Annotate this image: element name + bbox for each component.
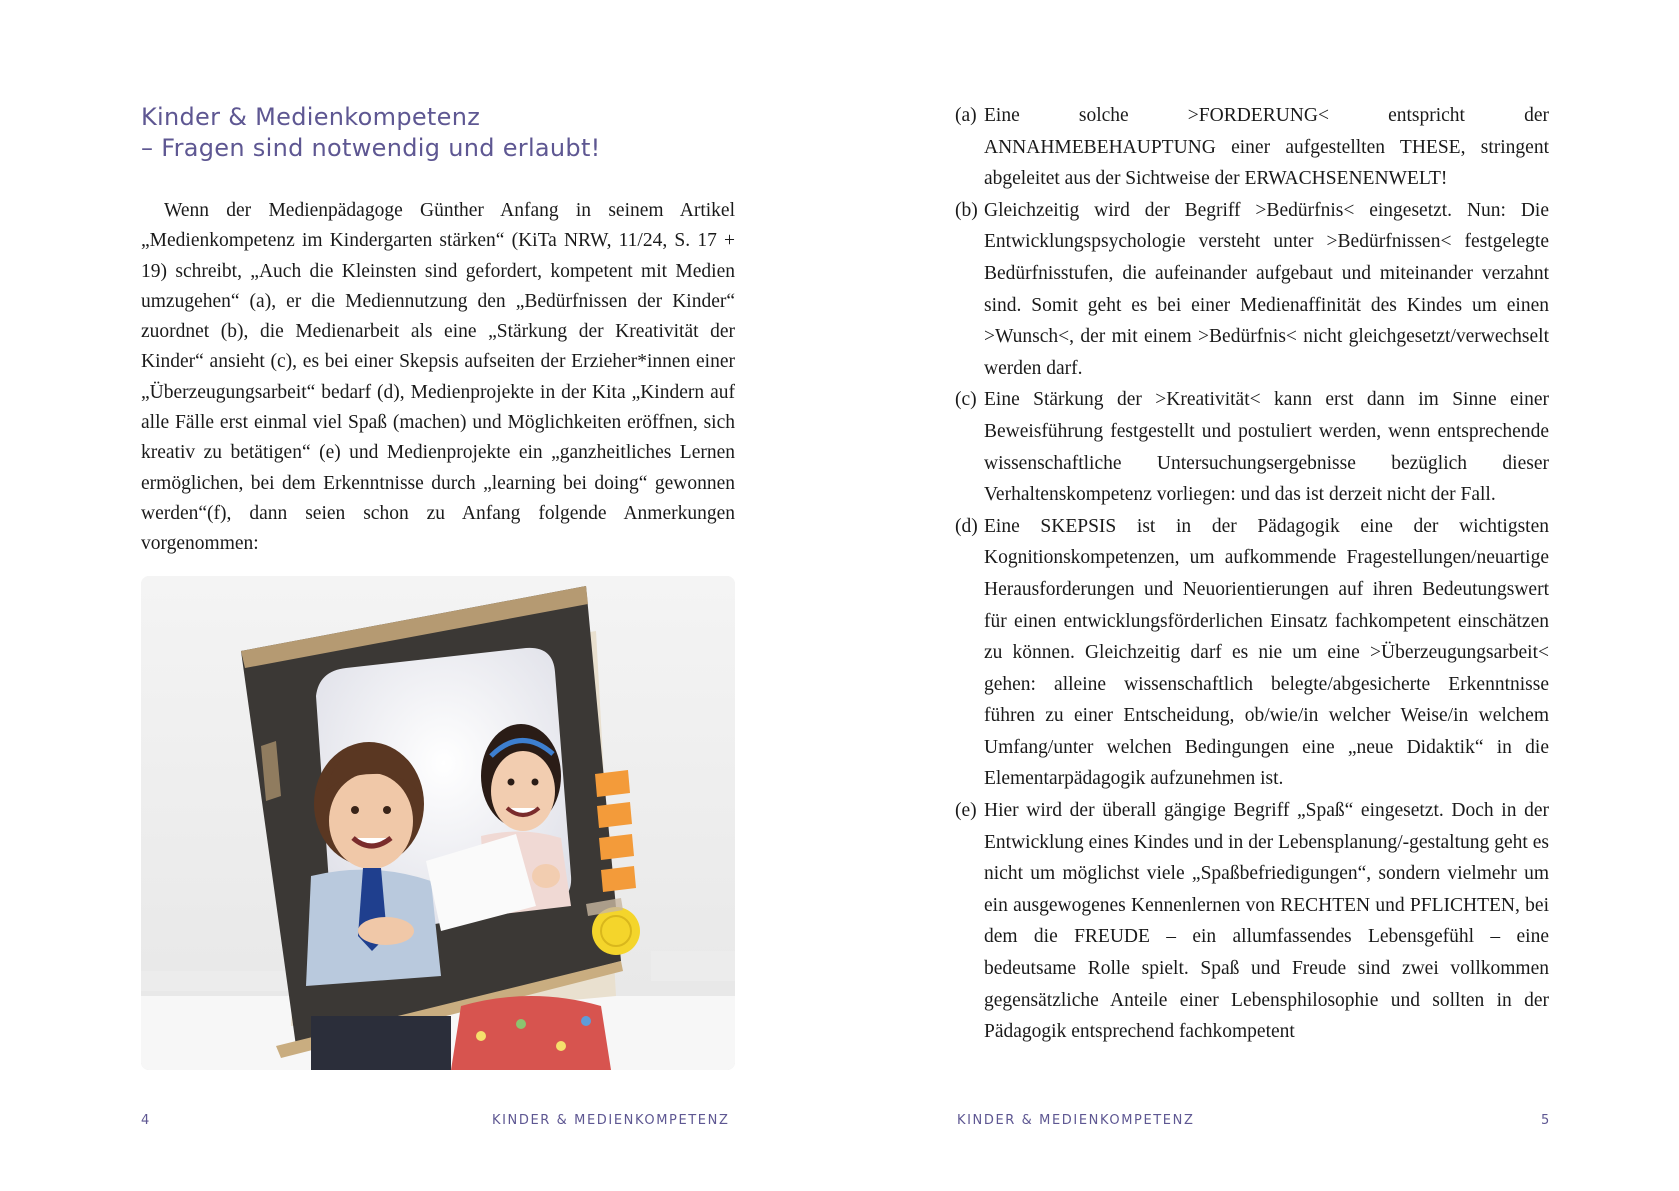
chapter-heading xyxy=(141,102,761,164)
page-number-right: 5 xyxy=(1541,1113,1551,1128)
list-marker: (b) xyxy=(955,199,978,221)
list-marker: (a) xyxy=(955,105,977,126)
heading-line-2: – Fragen sind notwendig und erlaubt! xyxy=(141,134,601,162)
list-item xyxy=(955,195,1549,385)
list-item xyxy=(955,511,1549,795)
heading-line-1: Kinder & Medienkompetenz xyxy=(141,103,481,131)
list-marker: (d) xyxy=(955,515,978,537)
list-item-text: Hier wird der überall gängige Begriff „Spaß“ eingesetzt. Doch in der Entwicklung eines Kindes und in der Lebensplanung/-gestaltung geht es nicht um möglichst viele „Spaßbefriedigungen“, sondern vielmehr um ein ausgewogenes Kennenlernen von RECHTEN und PFLICHTEN, bei dem die FREUDE – ein allumfassendes Lebensgefühl – eine bedeutsame Rolle spielt. Spaß und Freude sind zwei vollkommen gegensätzliche Anteile einer Lebensphilosophie und sollten in der Pädagogik entsprechend fachkompetent xyxy=(984,800,1549,1043)
annotation-list xyxy=(955,100,1549,1048)
list-item xyxy=(955,795,1549,1048)
intro-paragraph: Wenn der Medienpädagoge Günther Anfang in seinem Artikel „Medienkompetenz im Kindergarten stärken“ (KiTa NRW, 11/24, S. 17 + 19) schreibt, „Auch die Kleinsten sind gefordert, kompetent mit Medien umzugehen“ (a), er die Mediennutzung den „Bedürfnissen der Kinder“ zuordnet (b), die Medienarbeit als eine „Stärkung der Kreativität der Kinder“ ansieht (c), es bei einer Skepsis aufseiten der Erzieher*innen einer „Überzeugungsarbeit“ bedarf (d), Medienprojekte in der Kita „Kindern auf alle Fälle erst einmal viel Spaß (machen) und Möglichkeiten eröffnen, sich kreativ zu betätigen“ (e) und Medienprojekte ein „ganzheitliches Lernen ermöglichen, bei dem Erkenntnisse durch „learning bei doing“ gewonnen werden“(f), dann seien schon zu Anfang folgende Anmerkungen vorgenommen: xyxy=(141,200,735,555)
list-item xyxy=(955,384,1549,510)
list-item-text: Gleichzeitig wird der Begriff >Bedürfnis< eingesetzt. Nun: Die Entwicklungspsychologie versteht unter >Bedürfnissen< festgelegte Bedürfnisstufen, die aufeinander aufgebaut und miteinander verzahnt sind. Somit geht es bei einer Medienaffinität des Kindes um einen >Wunsch<, der mit einem >Bedürfnis< nicht gleichgesetzt/verwechselt werden darf. xyxy=(984,199,1549,379)
running-head-left: KINDER & MEDIENKOMPETENZ xyxy=(492,1113,730,1128)
list-item-text: Eine solche >FORDERUNG< entspricht der ANNAHMEBEHAUPTUNG einer aufgestellten THESE, stringent abgeleitet aus der Sichtweise der ERWACHSENENWELT! xyxy=(984,105,1549,190)
list-marker: (c) xyxy=(955,389,977,411)
children-photo xyxy=(141,576,735,1070)
list-item-text: Eine Stärkung der >Kreativität< kann erst dann im Sinne einer Beweisführung festgestellt und postuliert werden, wenn entsprechende wissenschaftliche Untersuchungsergebnisse bezüglich dieser Verhaltenskompetenz vorliegen: und das ist derzeit nicht der Fall. xyxy=(984,389,1549,506)
page-number-left: 4 xyxy=(141,1113,151,1128)
list-item-text: Eine SKEPSIS ist in der Pädagogik eine der wichtigsten Kognitionskompetenzen, um aufkommende Fragestellungen/neuartige Herausforderungen und Neuorientierungen auf ihren Bedeutungswert für einen entwicklungsförderlichen Einsatz fachkompetent einschätzen zu können. Gleichzeitig darf es nie um eine >Überzeugungsarbeit< gehen: alleine wissenschaftlich belegte/abgesicherte Erkenntnisse führen zu einer Entscheidung, ob/wie/in welcher Weise/in welchem Umfang/unter welchen Bedingungen eine „neue Didaktik“ in die Elementarpädagogik aufzunehmen ist. xyxy=(984,515,1549,790)
list-marker: (e) xyxy=(955,800,977,822)
list-item xyxy=(955,100,1549,195)
running-head-right: KINDER & MEDIENKOMPETENZ xyxy=(957,1113,1195,1128)
